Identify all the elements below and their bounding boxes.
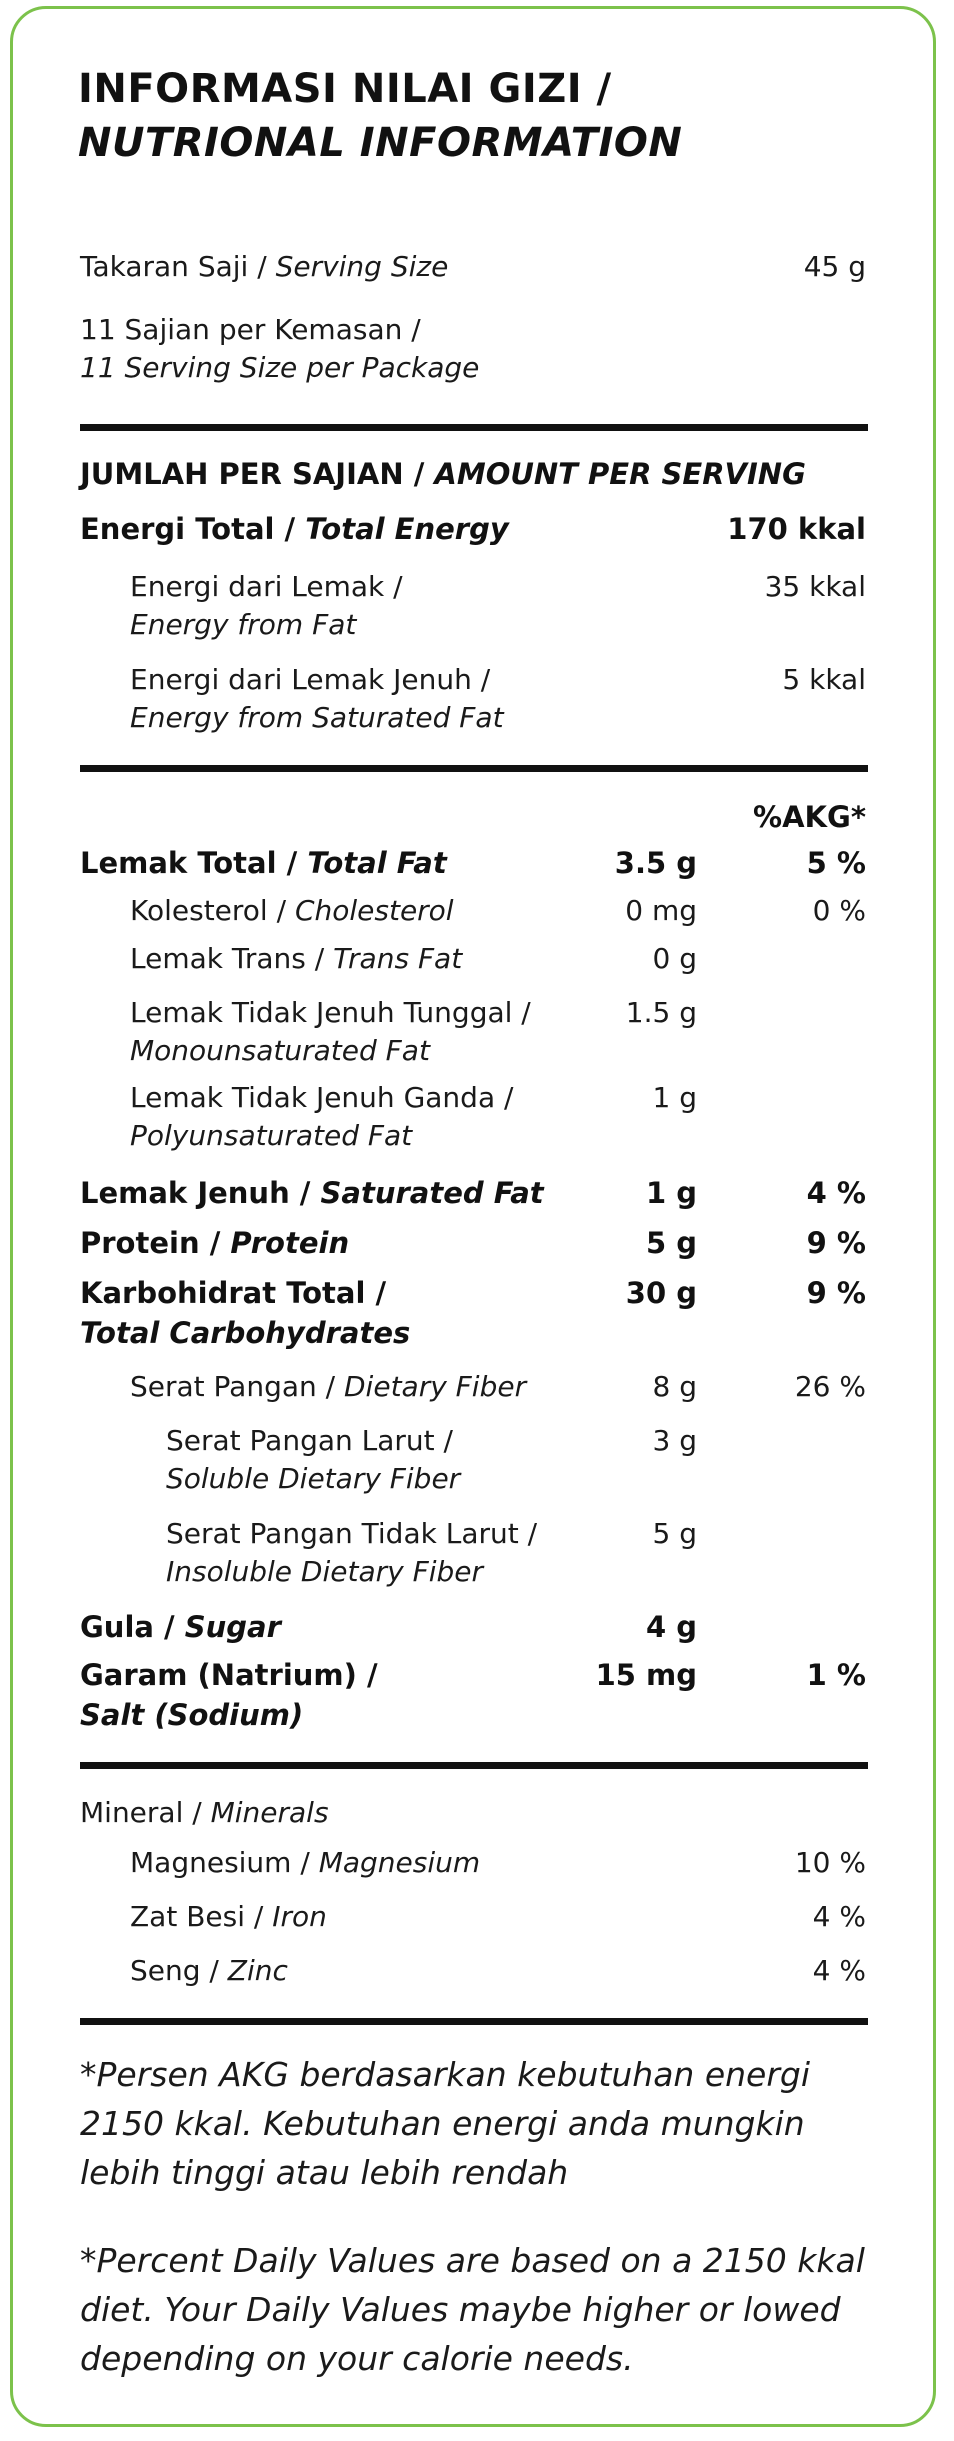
salt-akg: 1 % [806,1658,866,1692]
title-line-1: INFORMASI NILAI GIZI / [78,66,612,112]
iron-label: Zat Besi / Iron [130,1900,327,1933]
insoluble-fiber-label: Serat Pangan Tidak Larut / [166,1517,538,1550]
magnesium-label: Magnesium / Magnesium [130,1846,481,1879]
amount-per-serving-header: JUMLAH PER SAJIAN / AMOUNT PER SERVING [80,457,806,491]
poly-fat-label-en: Polyunsaturated Fat [130,1119,413,1152]
poly-fat-label: Lemak Tidak Jenuh Ganda / [130,1081,514,1114]
soluble-fiber-label-en: Soluble Dietary Fiber [166,1462,461,1495]
soluble-fiber-amount: 3 g [652,1424,697,1457]
cholesterol-akg: 0 % [812,894,866,927]
energy-from-fat-label-en: Energy from Fat [130,608,357,641]
minerals-header: Mineral / Minerals [80,1796,329,1829]
dietary-fiber-label: Serat Pangan / Dietary Fiber [130,1370,527,1403]
serving-size-label: Takaran Saji / Serving Size [80,250,449,283]
trans-fat-amount: 0 g [652,942,697,975]
mono-fat-label-en: Monounsaturated Fat [130,1034,430,1067]
divider-2 [80,765,868,772]
carbohydrates-label: Karbohidrat Total / [80,1276,387,1310]
cholesterol-label: Kolesterol / Cholesterol [130,894,454,927]
carbohydrates-akg: 9 % [806,1276,866,1310]
sugar-label: Gula / Sugar [80,1610,281,1644]
zinc-akg: 4 % [812,1954,866,1987]
serving-size-value: 45 g [803,250,866,283]
protein-akg: 9 % [806,1226,866,1260]
energy-from-fat-label: Energi dari Lemak / [130,570,403,603]
mono-fat-amount: 1.5 g [625,996,697,1029]
divider-1 [80,424,868,431]
cholesterol-amount: 0 mg [625,894,697,927]
footnote-id: *Persen AKG berdasarkan kebutuhan energi 2150 kkal. Kebutuhan energi anda mungkin lebih tinggi atau lebih rendah [80,2055,811,2192]
servings-per-package-line-2: 11 Serving Size per Package [80,351,480,384]
soluble-fiber-label: Serat Pangan Larut / [166,1424,453,1457]
akg-header: %AKG* [753,800,866,834]
salt-label: Garam (Natrium) / [80,1658,378,1692]
carbohydrates-amount: 30 g [625,1276,697,1310]
divider-3 [80,1762,868,1769]
title-line-2: NUTRIONAL INFORMATION [78,120,683,166]
salt-amount: 15 mg [595,1658,697,1692]
total-energy-label: Energi Total / Total Energy [80,512,509,546]
iron-akg: 4 % [812,1900,866,1933]
insoluble-fiber-label-en: Insoluble Dietary Fiber [166,1555,484,1588]
salt-label-en: Salt (Sodium) [80,1698,304,1732]
total-fat-amount: 3.5 g [614,846,697,880]
dietary-fiber-akg: 26 % [794,1370,866,1403]
energy-from-fat-value: 35 kkal [764,570,866,603]
trans-fat-label: Lemak Trans / Trans Fat [130,942,463,975]
energy-from-sat-fat-label-en: Energy from Saturated Fat [130,701,504,734]
total-energy-value: 170 kkal [727,512,866,546]
energy-from-sat-fat-label: Energi dari Lemak Jenuh / [130,663,491,696]
divider-4 [80,2018,868,2025]
mono-fat-label: Lemak Tidak Jenuh Tunggal / [130,996,531,1029]
servings-per-package-line-1: 11 Sajian per Kemasan / [80,313,421,346]
zinc-label: Seng / Zinc [130,1954,288,1987]
saturated-fat-label: Lemak Jenuh / Saturated Fat [80,1176,544,1210]
protein-amount: 5 g [645,1226,697,1260]
footnote-en: *Percent Daily Values are based on a 2150 kkal diet. Your Daily Values maybe higher or lowed depending on your calorie needs. [80,2241,865,2378]
sugar-amount: 4 g [645,1610,697,1644]
magnesium-akg: 10 % [794,1846,866,1879]
protein-label: Protein / Protein [80,1226,350,1260]
saturated-fat-akg: 4 % [806,1176,866,1210]
total-fat-label: Lemak Total / Total Fat [80,846,447,880]
dietary-fiber-amount: 8 g [652,1370,697,1403]
carbohydrates-label-en: Total Carbohydrates [80,1316,411,1350]
energy-from-sat-fat-value: 5 kkal [782,663,866,696]
total-fat-akg: 5 % [806,846,866,880]
poly-fat-amount: 1 g [652,1081,697,1114]
saturated-fat-amount: 1 g [645,1176,697,1210]
insoluble-fiber-amount: 5 g [652,1517,697,1550]
